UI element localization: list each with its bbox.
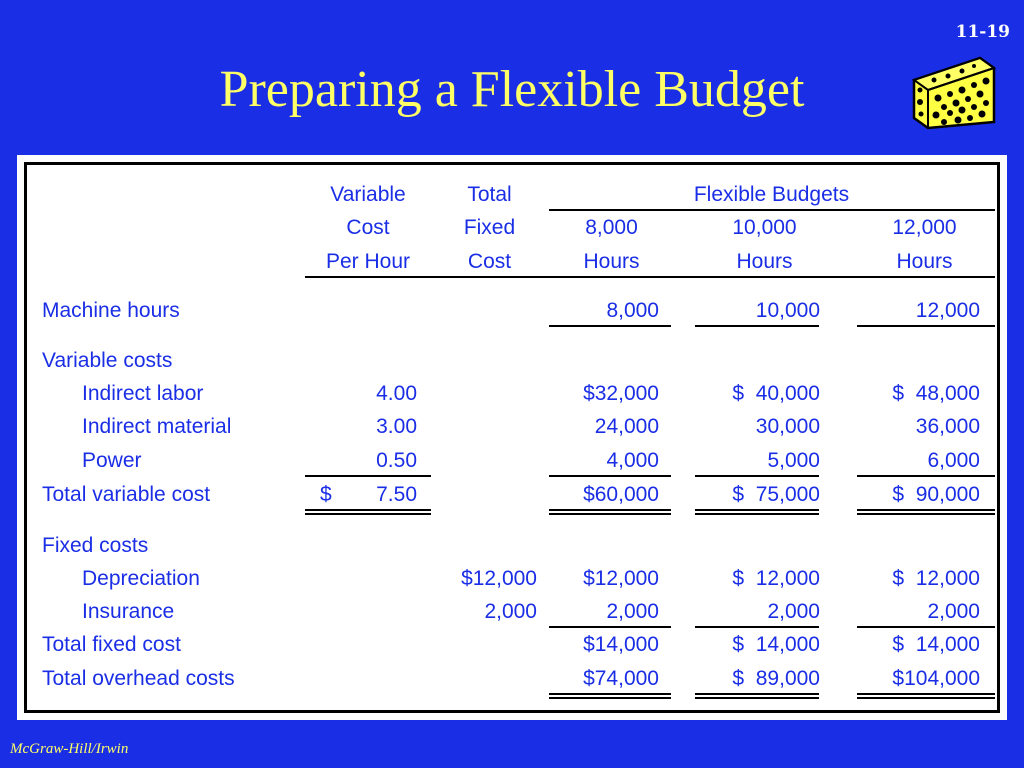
rule-total-overhead-2b: [695, 697, 819, 699]
indirect-material-rate: 3.00: [376, 415, 417, 438]
rule-power-1: [549, 475, 671, 477]
header-variable-cost-line1: Variable: [330, 183, 406, 206]
rule-insurance-3: [857, 626, 995, 628]
total-overhead-10000: $ 89,000: [732, 667, 820, 690]
total-fixed-10000: $ 14,000: [732, 633, 820, 656]
rule-power-rate: [305, 475, 431, 477]
header-budget-10000-unit: Hours: [736, 250, 793, 273]
rule-total-variable-3b: [857, 513, 995, 515]
header-total-fixed-line2: Fixed: [463, 216, 516, 239]
total-variable-12000: $ 90,000: [892, 483, 980, 506]
rule-total-variable-2a: [695, 509, 819, 511]
slide-title: Preparing a Flexible Budget: [219, 61, 805, 118]
rule-power-2: [695, 475, 819, 477]
row-label-indirect-labor: Indirect labor: [82, 382, 204, 405]
indirect-material-12000: 36,000: [915, 415, 980, 438]
power-12000: 6,000: [927, 449, 980, 472]
indirect-labor-rate: 4.00: [376, 382, 417, 405]
total-variable-rate-dollar: $: [320, 483, 332, 506]
flexible-budget-table: [17, 155, 1007, 720]
indirect-material-10000: 30,000: [755, 415, 820, 438]
header-budget-12000-unit: Hours: [896, 250, 953, 273]
rule-total-variable-1b: [549, 513, 671, 515]
indirect-labor-12000: $ 48,000: [892, 382, 980, 405]
section-label-fixed-costs: Fixed costs: [42, 534, 149, 557]
header-budget-8000-unit: Hours: [583, 250, 640, 273]
depreciation-fixed: $12,000: [461, 567, 537, 590]
rule-total-overhead-3a: [857, 693, 995, 695]
header-variable-cost-line2: Cost: [346, 216, 390, 239]
total-variable-rate: 7.50: [376, 483, 417, 506]
depreciation-10000: $ 12,000: [732, 567, 820, 590]
rule-total-overhead-3b: [857, 697, 995, 699]
rule-total-overhead-2a: [695, 693, 819, 695]
rule-power-3: [857, 475, 995, 477]
rule-insurance-2: [695, 626, 819, 628]
total-variable-8000: $60,000: [583, 483, 659, 506]
header-budget-12000: 12,000: [892, 216, 957, 239]
cheese-icon: [910, 52, 996, 130]
publisher-footer: McGraw-Hill/Irwin: [10, 741, 129, 757]
machine-hours-10000: 10,000: [755, 299, 820, 322]
header-flexible-budgets: Flexible Budgets: [693, 183, 850, 206]
rule-total-overhead-1b: [549, 697, 671, 699]
insurance-fixed: 2,000: [484, 600, 537, 623]
row-label-total-fixed-cost: Total fixed cost: [42, 633, 181, 656]
header-rule-flexible: [549, 209, 995, 211]
row-label-total-variable-cost: Total variable cost: [42, 483, 211, 506]
header-budget-10000: 10,000: [732, 216, 797, 239]
total-variable-10000: $ 75,000: [732, 483, 820, 506]
rule-total-variable-rate-a: [305, 509, 431, 511]
row-label-depreciation: Depreciation: [82, 567, 200, 590]
row-label-power: Power: [82, 449, 142, 472]
total-fixed-12000: $ 14,000: [892, 633, 980, 656]
total-overhead-12000: $104,000: [892, 667, 980, 690]
indirect-labor-8000: $32,000: [583, 382, 659, 405]
rule-machine-hours-2: [695, 325, 819, 327]
header-total-fixed-line1: Total: [467, 183, 512, 206]
machine-hours-12000: 12,000: [915, 299, 980, 322]
header-variable-cost-line3: Per Hour: [325, 250, 411, 273]
total-fixed-8000: $14,000: [583, 633, 659, 656]
rule-machine-hours-1: [549, 325, 671, 327]
section-label-variable-costs: Variable costs: [42, 349, 173, 372]
rule-total-overhead-1a: [549, 693, 671, 695]
depreciation-12000: $ 12,000: [892, 567, 980, 590]
power-10000: 5,000: [767, 449, 820, 472]
header-total-fixed-line3: Cost: [467, 250, 512, 273]
rule-total-variable-3a: [857, 509, 995, 511]
insurance-12000: 2,000: [927, 600, 980, 623]
rule-total-variable-1a: [549, 509, 671, 511]
indirect-material-8000: 24,000: [594, 415, 659, 438]
row-label-total-overhead-costs: Total overhead costs: [42, 667, 235, 690]
insurance-8000: 2,000: [606, 600, 659, 623]
power-rate: 0.50: [376, 449, 417, 472]
header-budget-8000: 8,000: [585, 216, 638, 239]
indirect-labor-10000: $ 40,000: [732, 382, 820, 405]
machine-hours-8000: 8,000: [606, 299, 659, 322]
insurance-10000: 2,000: [767, 600, 820, 623]
slide-number: 11-19: [955, 22, 1010, 42]
power-8000: 4,000: [606, 449, 659, 472]
header-rule-bottom: [305, 276, 995, 278]
row-label-insurance: Insurance: [82, 600, 175, 623]
rule-machine-hours-3: [857, 325, 995, 327]
rule-insurance-1: [549, 626, 671, 628]
rule-total-variable-2b: [695, 513, 819, 515]
depreciation-8000: $12,000: [583, 567, 659, 590]
total-overhead-8000: $74,000: [583, 667, 659, 690]
row-label-machine-hours: Machine hours: [42, 299, 180, 322]
rule-total-variable-rate-b: [305, 513, 431, 515]
row-label-indirect-material: Indirect material: [82, 415, 232, 438]
